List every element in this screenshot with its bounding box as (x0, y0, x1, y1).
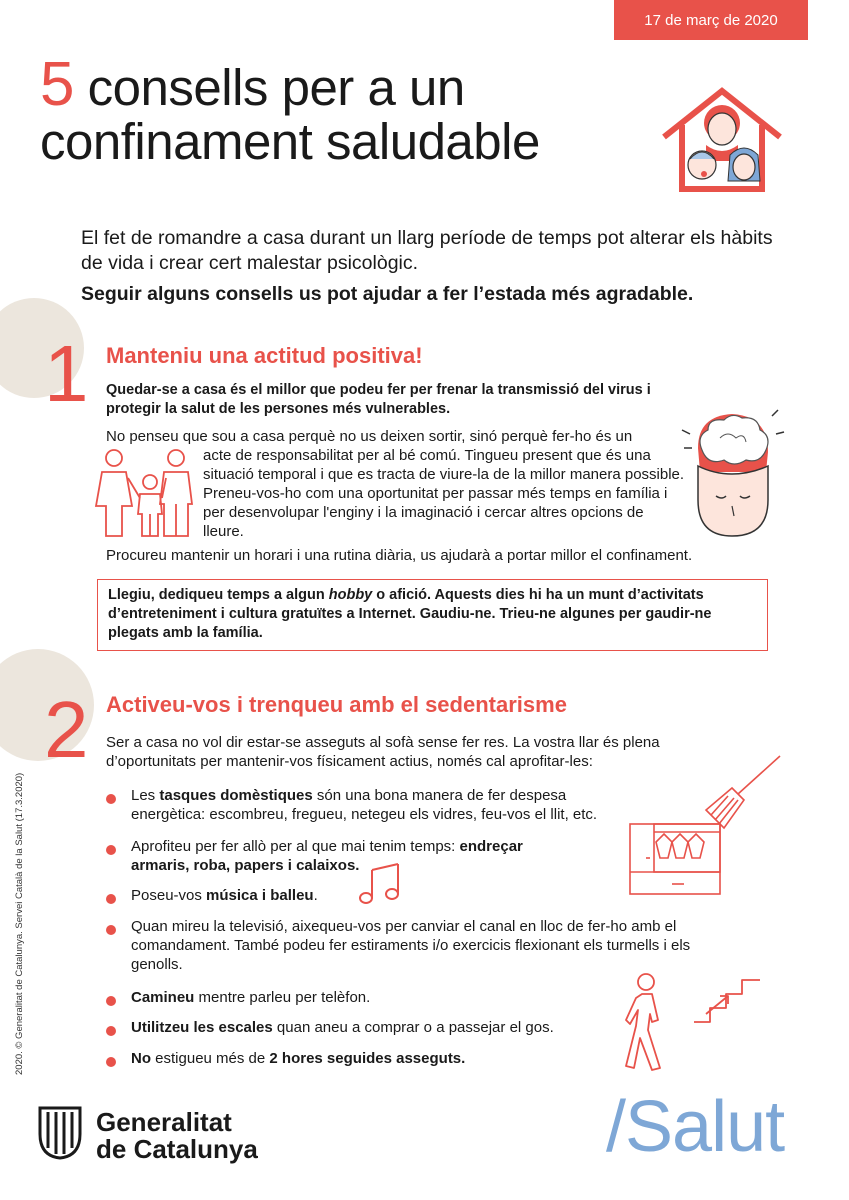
section2-heading: Activeu-vos i trenqueu amb el sedentarisme (106, 692, 567, 717)
broom-icon (704, 752, 784, 832)
tip1-pre: Les (131, 787, 160, 804)
tip-walk-phone (131, 988, 531, 1007)
tip-stairs (131, 1018, 611, 1037)
gencat-line2: de Catalunya (96, 1134, 258, 1164)
tip3-pre: Poseu-vos (131, 887, 207, 904)
thinking-head-icon (680, 408, 785, 538)
bullet-dot (106, 794, 116, 804)
music-note-icon (358, 862, 402, 906)
bullet-dot (106, 1026, 116, 1036)
bullet-dot (106, 925, 116, 935)
tip7-bold2: 2 hores seguides asseguts. (269, 1050, 466, 1067)
section1-number: 1 (44, 329, 89, 418)
tip-tidy (131, 837, 561, 875)
house-family-icon (660, 85, 785, 195)
date-text: 17 de març de 2020 (644, 11, 778, 29)
intro-bold: Seguir alguns consells us pot ajudar a fer l’estada més agradable. (81, 283, 694, 305)
title-line2: confinament saludable (40, 113, 540, 170)
tip7-bold1: No (131, 1050, 151, 1067)
callout-hobby: hobby (328, 587, 373, 603)
page-title (40, 50, 540, 170)
tip3-post: . (313, 887, 318, 904)
tip2-pre: Aprofiteu per fer allò per al que mai tenim temps: (131, 838, 460, 855)
section2-intro: Ser a casa no vol dir estar-se asseguts al sofà sense fer res. La vostra llar és plena d’oportunitats per mantenir-vos físicament actius, només cal aprofitar-les: (106, 734, 660, 770)
intro-text: El fet de romandre a casa durant un llarg període de temps pot alterar els hàbits de vida i crear cert malestar psicològic. (81, 227, 773, 274)
section1-heading: Manteniu una actitud positiva! (106, 343, 423, 368)
bullet-dot (106, 894, 116, 904)
gencat-line1: Generalitat (96, 1107, 232, 1137)
tip1-post: són una bona manera de fer despesa energètica: escombreu, fregueu, netegeu els vidres, feu-vos el llit, etc. (131, 787, 598, 823)
tip6-bold: Utilitzeu les escales (131, 1019, 273, 1036)
tip-tv: Quan mireu la televisió, aixequeu-vos per canviar el canal en lloc de fer-ho amb el comandament. També podeu fer estiraments i/o exercicis flexionant els turmells i els genolls. (131, 918, 691, 973)
section1-routine: Procureu mantenir un horari i una rutina diària, us ajudarà a portar millor el confinament. (106, 547, 693, 564)
wardrobe-icon (628, 822, 722, 896)
title-line1: consells per a un (87, 59, 465, 116)
walking-stairs-icon (624, 966, 772, 1076)
section1-body: acte de responsabilitat per al bé comú. Tingueu present que és una situació temporal i que es tracta de viure-la de la millor manera possible. Preneu-vos-ho com una oportunitat per passar més temps en família i per desenvolupar l'enginy i la imaginació i cercar altres opcions de lleure. (203, 447, 685, 540)
tip2-bold: endreçar armaris, roba, papers i calaixos. (131, 838, 523, 874)
tip5-bold: Camineu (131, 989, 195, 1006)
tip5-post: mentre parleu per telèfon. (194, 989, 371, 1006)
callout-text-a: Llegiu, dediqueu temps a algun (108, 587, 329, 603)
tip6-post: quan aneu a comprar o a passejar el gos. (272, 1019, 554, 1036)
tip-housework (131, 786, 621, 824)
generalitat-logo-text (96, 1109, 258, 1163)
bullet-dot (106, 845, 116, 855)
date-badge (614, 0, 808, 40)
tip1-bold: tasques domèstiques (159, 787, 313, 804)
family-icon (92, 448, 198, 540)
hobby-callout (97, 579, 768, 651)
salut-logo: /Salut (606, 1087, 785, 1167)
title-number: 5 (40, 50, 74, 119)
section1-lead: Quedar-se a casa és el millor que podeu fer per frenar la transmissió del virus i protegir la salut de les persones més vulnerables. (106, 382, 651, 417)
bullet-dot (106, 1057, 116, 1067)
side-credit: 2020. © Generalitat de Catalunya. Servei Català de la Salut (17.3.2020) (14, 772, 25, 1075)
tip3-bold: música i balleu (206, 887, 314, 904)
tip-sitting (131, 1049, 611, 1068)
bullet-dot (106, 996, 116, 1006)
tip7-mid: estigueu més de (151, 1050, 270, 1067)
section1-body-line1: No penseu que sou a casa perquè no us deixen sortir, sinó perquè fer-ho és un (106, 428, 633, 445)
section2-number: 2 (44, 685, 89, 774)
generalitat-shield-icon (38, 1106, 82, 1160)
callout-text-b: o afició. Aquests dies hi ha un munt d’activitats d’entreteniment i cultura gratuïtes a Internet. Gaudiu-ne. Trieu-ne algunes per gaudir-ne plegats amb la família. (108, 587, 712, 641)
